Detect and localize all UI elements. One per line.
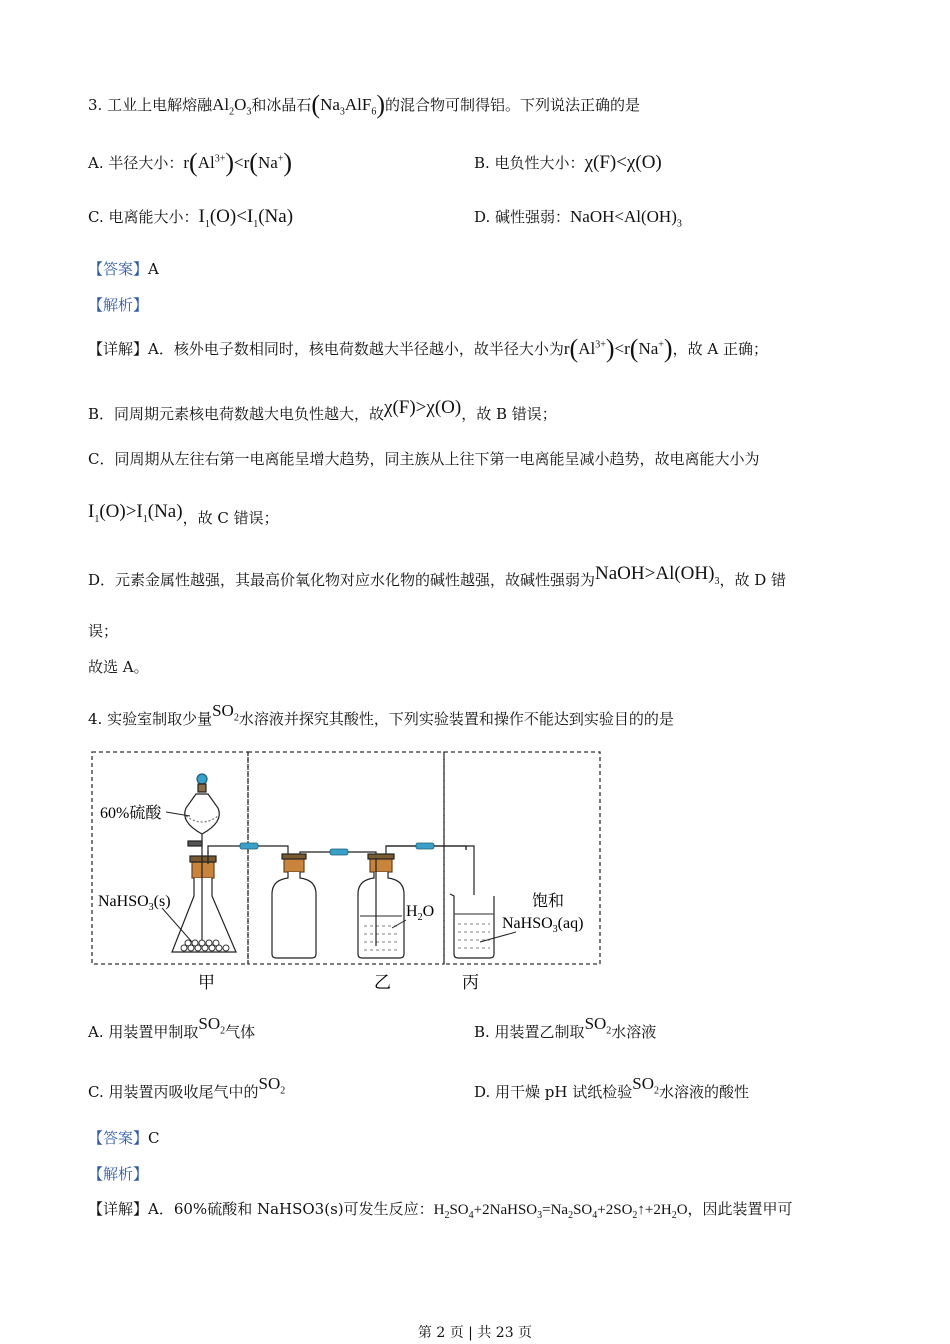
formula-so2-d: $SO_2$ [632, 1074, 659, 1097]
apparatus-diagram [88, 746, 608, 996]
q4-option-a: A. 用装置甲制取$SO_2$气体 [88, 1014, 256, 1041]
q3-detail-d: D．元素金属性越强，其最高价氧化物对应水化物的碱性越强，故碱性强弱为$NaOH>Al(OH)_3$，故 D 错 [88, 563, 787, 589]
q3-analysis-tag: 【解析】 [88, 296, 149, 314]
q3-option-a: A. 半径大小：$r(Al^{3+})<r(Na^+)$ [88, 148, 293, 177]
formula-so2: $SO_2$ [212, 701, 239, 724]
formula-ionization: $I_1(O)<I_1(Na)$ [198, 206, 294, 230]
label-yi: 乙 [374, 973, 391, 992]
q3-stem: 3. 工业上电解熔融$Al_2O_3$和冰晶石$(Na_3AlF_6)$的混合物可制得铝。下列说法正确的是 [88, 90, 641, 119]
formula-ionization-2: $I_1(O)>I_1(Na)$ [88, 501, 183, 525]
beaker [450, 894, 494, 958]
q3-option-c: C. 电离能大小：$I_1(O)<I_1(Na)$ [88, 206, 294, 230]
q3-option-d: D. 碱性强弱：$NaOH<Al(OH)_3$ [474, 207, 682, 230]
q3-conclusion: 故选 A。 [88, 658, 149, 676]
label-water: $H_2O$ [406, 903, 435, 923]
formula-na3alf6: $(Na_3AlF_6)$ [311, 90, 386, 119]
label-solid: NaHSO$_3$(s) [98, 893, 171, 913]
formula-electronegativity-2: χ(F)>χ(O) [384, 397, 462, 418]
formula-radius: $r(Al^{3+})<r(Na^+)$ [183, 148, 293, 177]
formula-so2-c: $SO_2$ [258, 1074, 286, 1097]
formula-radius-2: $r(Al^{3+})<r(Na^+)$ [563, 334, 673, 363]
label-saturated: 饱和 [532, 893, 565, 910]
label-acid: 60%硫酸 [100, 805, 162, 822]
conical-flask [172, 850, 236, 952]
q4-detail-a: 【详解】A．60%硫酸和 NaHSO3(s)可发生反应：$H_2SO_4+2NaHSO_3=Na_2SO_4+2SO_2↑+2H_2O$，因此装置甲可 [88, 1200, 793, 1221]
formula-so2-a: $SO_2$ [198, 1014, 226, 1037]
separatory-funnel [185, 774, 220, 852]
formula-basicity-2: $NaOH>Al(OH)_3$ [595, 563, 720, 587]
label-bing: 丙 [462, 973, 479, 992]
tube-connectors [240, 843, 434, 855]
q4-option-c: C. 用装置丙吸收尾气中的$SO_2$ [88, 1074, 286, 1101]
q3-detail-d-cont: 误； [88, 622, 119, 640]
q3-detail-b: B．同周期元素核电荷数越大电负性越大，故χ(F)>χ(O)，故 B 错误； [88, 397, 557, 423]
label-nahso3-aq: NaHSO$_3$(aq) [502, 915, 584, 935]
q4-option-b: B. 用装置乙制取$SO_2$水溶液 [474, 1014, 657, 1041]
formula-so2-b: $SO_2$ [584, 1014, 612, 1037]
page-footer: 第 2 页 | 共 23 页 [417, 1325, 533, 1341]
bottle-empty [272, 854, 316, 958]
formula-al2o3: $Al_2O_3$ [212, 95, 252, 118]
q3-detail-a: 【详解】A．核外电子数相同时，核电荷数越大半径越小，故半径大小为$r(Al^{3+})<r(Na^+)$，故 A 正确； [88, 334, 768, 363]
bottle-water [358, 854, 404, 958]
formula-electronegativity: χ(F)<χ(O) [584, 152, 662, 173]
dashed-frames [92, 752, 600, 964]
reaction-equation: $H_2SO_4+2NaHSO_3=Na_2SO_4+2SO_2↑+2H_2O$ [433, 1202, 688, 1221]
q3-detail-c: C．同周期从左往右第一电离能呈增大趋势，同主族从上往下第一电离能呈减小趋势，故电离能大小为 [88, 450, 760, 468]
q4-option-d: D. 用干燥 pH 试纸检验$SO_2$水溶液的酸性 [474, 1074, 749, 1101]
label-jia: 甲 [198, 973, 215, 992]
q3-answer: 【答案】A [88, 260, 159, 278]
q3-option-b: B. 电负性大小：χ(F)<χ(O) [474, 152, 662, 173]
q4-stem: 4. 实验室制取少量$SO_2$水溶液并探究其酸性，下列实验装置和操作不能达到实验目的的是 [88, 701, 674, 728]
formula-basicity: $NaOH<Al(OH)_3$ [570, 207, 682, 230]
q4-answer: 【答案】C [88, 1129, 160, 1147]
q3-detail-c-cont: $I_1(O)>I_1(Na)$，故 C 错误； [88, 501, 279, 527]
q4-analysis-tag: 【解析】 [88, 1165, 149, 1183]
